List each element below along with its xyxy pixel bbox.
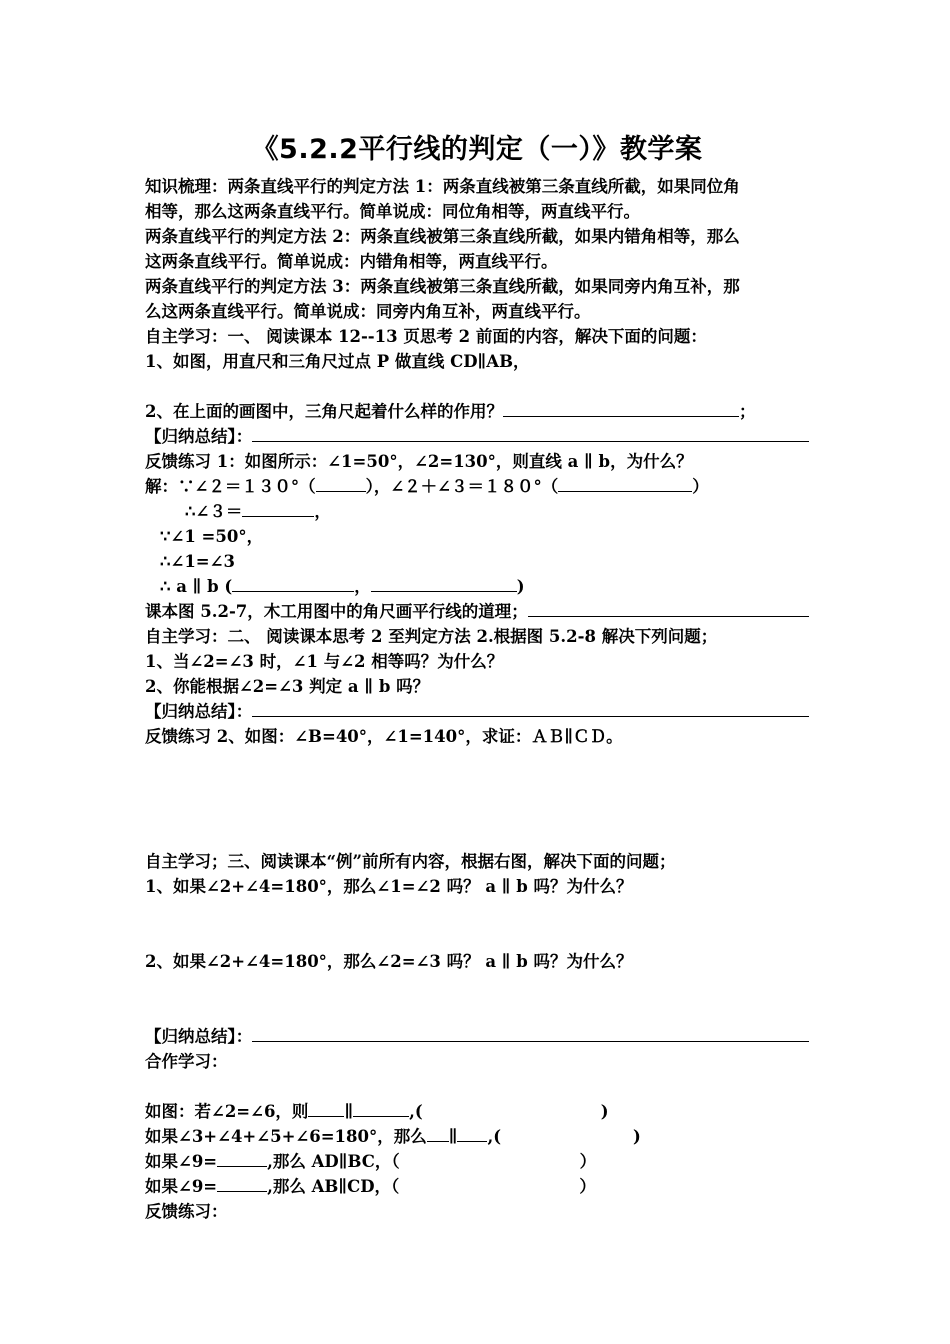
line-blank[interactable] — [308, 1099, 344, 1117]
line-text: ,( — [409, 1102, 423, 1121]
knowledge-line-2: 相等，那么这两条直线平行。简单说成：同位角相等，两直线平行。 — [145, 202, 640, 221]
carpenter-question — [145, 599, 809, 624]
step-text: ， — [314, 502, 331, 521]
knowledge-line-5: 两条直线平行的判定方法 3：两条直线被第三条直线所截，如果同旁内角互补，那 — [145, 277, 740, 296]
reason-blank[interactable] — [371, 574, 517, 592]
summary-blank[interactable] — [252, 699, 809, 717]
line-text: ） — [579, 1177, 596, 1196]
cooperation-line-3 — [145, 1149, 809, 1174]
line-text: ,( — [487, 1127, 502, 1146]
cooperation-line-1 — [145, 1099, 809, 1124]
line-blank[interactable] — [457, 1124, 487, 1142]
answer-blank[interactable] — [503, 399, 739, 417]
summary-line-3 — [145, 1024, 809, 1049]
knowledge-line-3: 两条直线平行的判定方法 2：两条直线被第三条直线所截，如果内错角相等，那么 — [145, 227, 740, 246]
reason-blank[interactable] — [558, 474, 692, 492]
line-blank[interactable] — [353, 1099, 409, 1117]
step-text: ∴∠３＝ — [185, 502, 243, 521]
feedback-1-step-5 — [145, 574, 809, 599]
summary-blank[interactable] — [252, 1024, 809, 1042]
step-text: 解：∵∠２＝１３０°（ — [145, 477, 316, 496]
cooperation-line-2 — [145, 1124, 809, 1149]
summary-line-1 — [145, 424, 809, 449]
step-text: ），∠２＋∠３＝１８０°（ — [365, 477, 559, 496]
summary-label: 【归纳总结】： — [145, 702, 253, 721]
spacer — [145, 749, 809, 774]
knowledge-line-1: 知识梳理：两条直线平行的判定方法 1：两条直线被第三条直线所截，如果同位角 — [145, 177, 740, 196]
spacer — [145, 774, 809, 799]
feedback-1-question: 反馈练习 1：如图所示：∠1=50°，∠2=130°，则直线 a ∥ b，为什么？ — [145, 452, 693, 471]
answer-blank[interactable] — [528, 599, 809, 617]
self-study-3-question-2: 2、如果∠2+∠4=180°，那么∠2=∠3 吗？ a ∥ b 吗？为什么？ — [145, 952, 633, 971]
reason-blank[interactable] — [232, 574, 354, 592]
self-study-2-heading: 自主学习：二、 阅读课本思考 2 至判定方法 2.根据图 5.2-8 解决下列问题； — [145, 627, 718, 646]
spacer — [145, 924, 809, 949]
self-study-1-question-2 — [145, 399, 809, 424]
spacer — [145, 899, 809, 924]
line-text: 如果∠3+∠4+∠5+∠6=180°，那么 — [145, 1127, 427, 1146]
step-text: ) — [516, 577, 525, 596]
self-study-3-heading: 自主学习；三、阅读课本“例”前所有内容，根据右图，解决下面的问题； — [145, 852, 676, 871]
value-blank[interactable] — [217, 1149, 267, 1167]
question-text: 课本图 5.2-7，木工用图中的角尺画平行线的道理； — [145, 602, 528, 621]
reason-blank[interactable] — [316, 474, 366, 492]
line-text: ,那么 AB∥CD，（ — [267, 1177, 400, 1196]
line-text: ∥ — [344, 1102, 354, 1121]
self-study-1-question-1: 1、如图，用直尺和三角尺过点 P 做直线 CD∥AB， — [145, 352, 530, 371]
summary-label: 【归纳总结】： — [145, 1027, 253, 1046]
feedback-2-question: 反馈练习 2、如图：∠B=40°，∠1=140°，求证：ＡＢ∥ＣＤ。 — [145, 727, 623, 746]
spacer — [145, 374, 809, 399]
punctuation: ； — [738, 402, 756, 421]
line-text: ) — [633, 1127, 641, 1146]
knowledge-line-6: 么这两条直线平行。简单说成：同旁内角互补，两直线平行。 — [145, 302, 591, 321]
step-text: ， — [354, 577, 371, 596]
cooperation-feedback: 反馈练习： — [145, 1202, 228, 1221]
summary-blank[interactable] — [252, 424, 809, 442]
line-text: 如果∠9= — [145, 1152, 218, 1171]
self-study-2-question-1: 1、当∠2=∠3 时，∠1 与∠2 相等吗？为什么？ — [145, 652, 504, 671]
feedback-1-step-2 — [145, 499, 809, 524]
line-text: ∥ — [448, 1127, 458, 1146]
page-title: 《5.2.2平行线的判定（一）》教学案 — [251, 134, 703, 165]
feedback-1-step-4: ∴∠1=∠3 — [160, 552, 235, 571]
value-blank[interactable] — [242, 499, 314, 517]
cooperation-heading: 合作学习： — [145, 1052, 228, 1071]
self-study-3-question-1: 1、如果∠2+∠4=180°，那么∠1=∠2 吗？ a ∥ b 吗？为什么？ — [145, 877, 633, 896]
value-blank[interactable] — [217, 1174, 267, 1192]
question-text: 2、在上面的画图中，三角尺起着什么样的作用？ — [145, 402, 503, 421]
line-text: 如果∠9= — [145, 1177, 218, 1196]
feedback-1-step-3: ∵∠1 =50°， — [160, 527, 264, 546]
summary-label: 【归纳总结】： — [145, 427, 253, 446]
cooperation-line-4 — [145, 1174, 809, 1199]
step-text: ∴ a ∥ b ( — [160, 577, 233, 596]
self-study-2-question-2: 2、你能根据∠2=∠3 判定 a ∥ b 吗？ — [145, 677, 430, 696]
knowledge-line-4: 这两条直线平行。简单说成：内错角相等，两直线平行。 — [145, 252, 558, 271]
summary-line-2 — [145, 699, 809, 724]
line-text: 如图：若∠2=∠6，则 — [145, 1102, 309, 1121]
line-text: ) — [600, 1102, 609, 1121]
self-study-1-heading: 自主学习：一、 阅读课本 12--13 页思考 2 前面的内容，解决下面的问题： — [145, 327, 707, 346]
spacer — [145, 824, 809, 849]
line-text: ） — [579, 1152, 597, 1171]
step-text: ） — [692, 477, 709, 496]
spacer — [145, 974, 809, 999]
spacer — [145, 1074, 809, 1099]
line-text: ,那么 AD∥BC，（ — [267, 1152, 400, 1171]
feedback-1-step-1 — [145, 474, 809, 499]
spacer — [145, 799, 809, 824]
line-blank[interactable] — [427, 1124, 449, 1142]
spacer — [145, 999, 809, 1024]
worksheet-page — [145, 128, 809, 1224]
